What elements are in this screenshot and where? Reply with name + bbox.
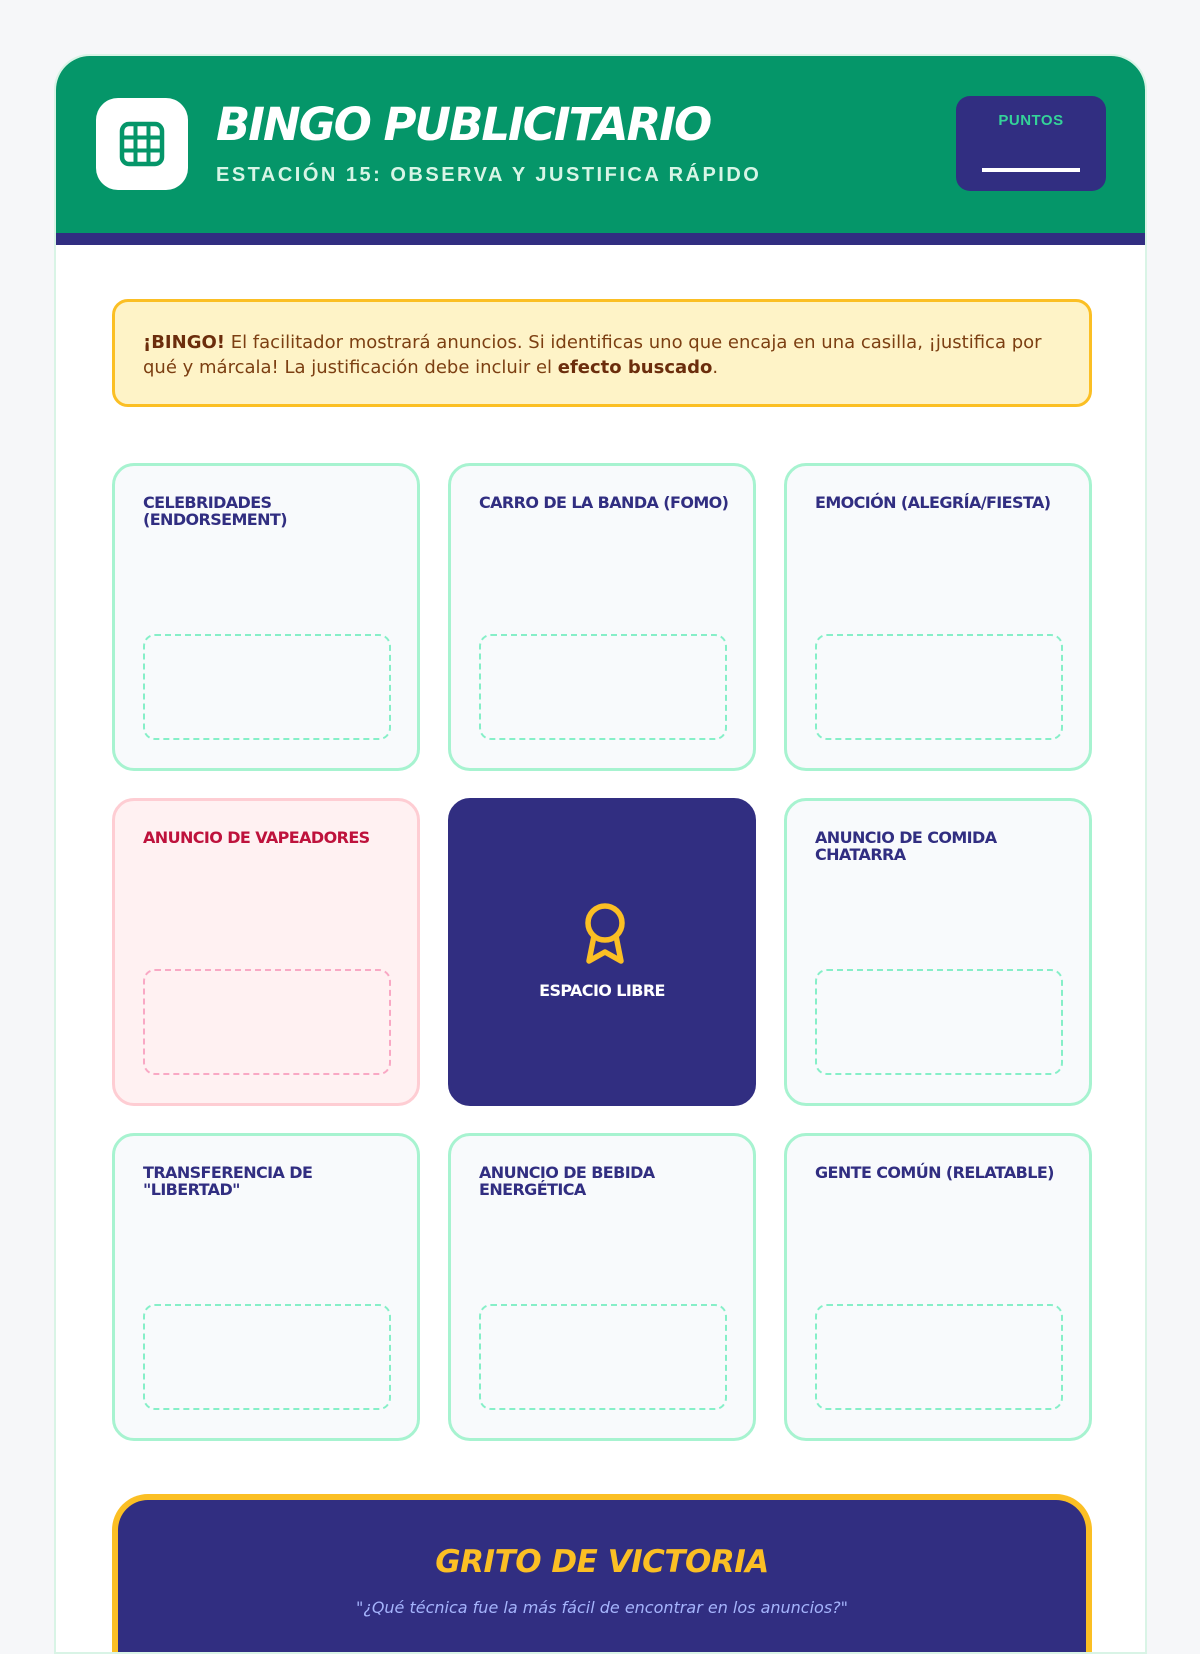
victory-panel [112, 1494, 1092, 1654]
bingo-cell-libertad[interactable] [112, 1133, 420, 1441]
justification-box[interactable] [815, 1304, 1063, 1410]
bingo-cell-vapeadores[interactable] [112, 798, 420, 1106]
cell-label: CARRO DE LA BANDA (FOMO) [479, 493, 729, 512]
instructions-emphasis: efecto buscado [557, 357, 713, 378]
bingo-card [54, 54, 1147, 1654]
justification-box[interactable] [143, 1304, 391, 1410]
page-subtitle: ESTACIÓN 15: OBSERVA Y JUSTIFICA RÁPIDO [216, 164, 762, 186]
instructions-text-end: . [712, 357, 719, 378]
justification-box[interactable] [815, 969, 1063, 1075]
score-blank-line[interactable] [982, 168, 1080, 172]
justification-box[interactable] [815, 634, 1063, 740]
bingo-cell-comida-chatarra[interactable] [784, 798, 1092, 1106]
award-ribbon-icon [579, 901, 631, 965]
victory-question: "¿Qué técnica fue la más fácil de encontrar en los anuncios?" [355, 1598, 849, 1617]
header-divider [56, 233, 1145, 245]
justification-box[interactable] [143, 634, 391, 740]
score-box [956, 96, 1106, 191]
cell-label: ANUNCIO DE COMIDA CHATARRA [815, 828, 997, 864]
bingo-cell-espacio-libre [448, 798, 756, 1106]
victory-title: GRITO DE VICTORIA [435, 1544, 769, 1580]
cell-label: TRANSFERENCIA DE "LIBERTAD" [143, 1163, 313, 1199]
bingo-cell-gente-comun[interactable] [784, 1133, 1092, 1441]
cell-label: ANUNCIO DE VAPEADORES [143, 828, 370, 847]
justification-box[interactable] [479, 634, 727, 740]
logo-badge [96, 98, 188, 190]
bingo-cell-carro-de-la-banda[interactable] [448, 463, 756, 771]
bingo-cell-bebida-energetica[interactable] [448, 1133, 756, 1441]
cell-label: CELEBRIDADES (ENDORSEMENT) [143, 493, 287, 529]
cell-label: EMOCIÓN (ALEGRÍA/FIESTA) [815, 493, 1051, 512]
bingo-cell-celebridades[interactable] [112, 463, 420, 771]
score-label: PUNTOS [998, 112, 1064, 129]
page-title: BINGO PUBLICITARIO [216, 98, 711, 151]
free-space-label: ESPACIO LIBRE [539, 981, 665, 1000]
grid-icon [119, 121, 165, 167]
instructions-text: El facilitador mostrará anuncios. Si identificas uno que encaja en una casilla, ¡justifica por qué y márcala! La justificación debe incluir el [143, 332, 1042, 378]
bingo-cell-emocion[interactable] [784, 463, 1092, 771]
instructions-callout [112, 299, 1092, 407]
justification-box[interactable] [143, 969, 391, 1075]
instructions-lead: ¡BINGO! [143, 332, 225, 353]
cell-label: ANUNCIO DE BEBIDA ENERGÉTICA [479, 1163, 655, 1199]
justification-box[interactable] [479, 1304, 727, 1410]
cell-label: GENTE COMÚN (RELATABLE) [815, 1163, 1054, 1182]
header [56, 56, 1145, 233]
